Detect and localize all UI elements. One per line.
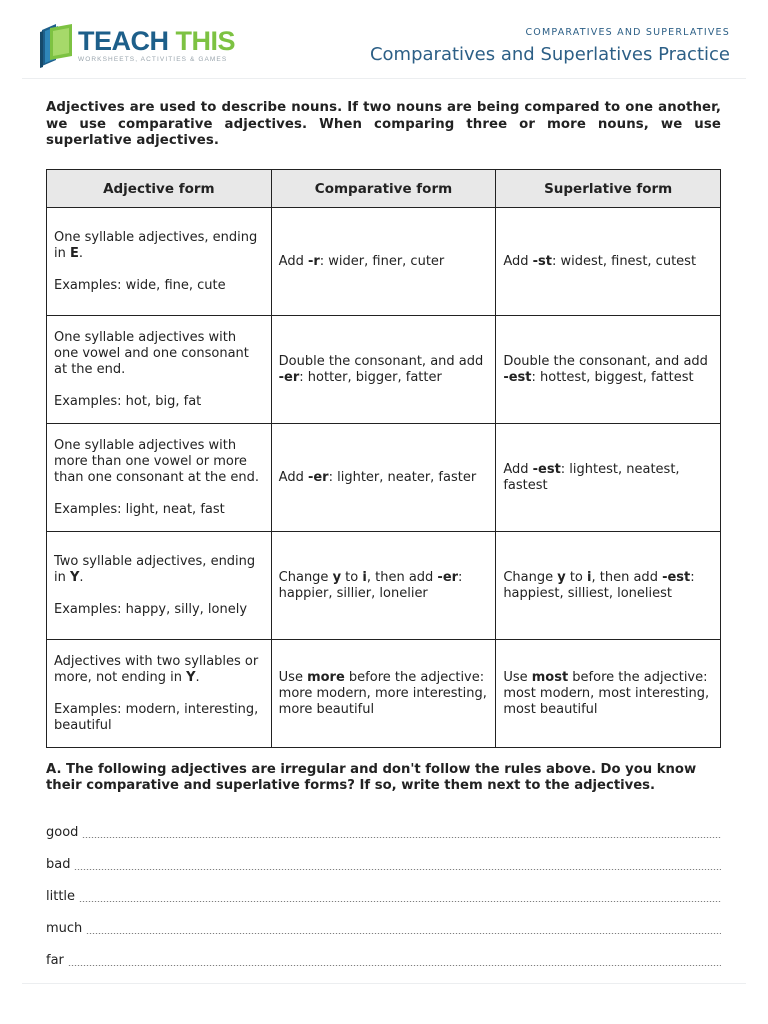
answer-line-far[interactable] — [46, 938, 721, 970]
comparative-cell: Add -r: wider, finer, cuter — [271, 208, 496, 316]
irregular-adjective: much — [46, 921, 83, 936]
teach-this-logo[interactable] — [36, 22, 236, 68]
header-divider — [22, 78, 746, 79]
column-header-comparative: Comparative form — [271, 170, 496, 208]
document-category: COMPARATIVES AND SUPERLATIVES — [525, 27, 730, 38]
rules-table — [46, 169, 721, 748]
dotted-answer-line[interactable] — [74, 869, 721, 870]
adjective-examples: Examples: happy, silly, lonely — [54, 601, 248, 617]
superlative-cell: Use most before the adjective: most modern, most interesting, most beautiful — [496, 640, 721, 748]
superlative-cell: Add -st: widest, finest, cutest — [496, 208, 721, 316]
adjective-cell — [47, 208, 272, 316]
adjective-cell — [47, 316, 272, 424]
table-row — [47, 424, 721, 532]
irregular-adjective: far — [46, 953, 64, 968]
page-header — [0, 0, 768, 78]
dotted-answer-line[interactable] — [82, 837, 721, 838]
adjective-rule: One syllable adjectives, ending in E. — [54, 229, 258, 261]
exercise-instructions: A. The following adjectives are irregular and don't follow the rules above. Do you know their comparative and superlative forms? If so, write them next to the adjectives. — [46, 762, 697, 793]
answer-line-bad[interactable] — [46, 842, 721, 874]
logo-tagline: WORKSHEETS, ACTIVITIES & GAMES — [78, 56, 228, 63]
table-header-row — [47, 170, 721, 208]
book-logo-icon — [36, 22, 78, 68]
irregular-adjective: bad — [46, 857, 71, 872]
adjective-examples: Examples: wide, fine, cute — [54, 277, 226, 293]
irregular-adjective: good — [46, 825, 79, 840]
footer-divider — [22, 983, 746, 984]
answer-line-good[interactable] — [46, 810, 721, 842]
document-title: Comparatives and Superlatives Practice — [369, 44, 730, 65]
superlative-cell: Double the consonant, and add -est: hottest, biggest, fattest — [496, 316, 721, 424]
adjective-rule: One syllable adjectives with one vowel and one consonant at the end. — [54, 329, 249, 377]
comparative-cell: Change y to i, then add -er: happier, sillier, lonelier — [271, 532, 496, 640]
column-header-adjective: Adjective form — [47, 170, 272, 208]
adjective-cell — [47, 532, 272, 640]
adjective-rule: Two syllable adjectives, ending in Y. — [54, 553, 256, 585]
superlative-cell: Change y to i, then add -est: happiest, silliest, loneliest — [496, 532, 721, 640]
table-row — [47, 208, 721, 316]
adjective-examples: Examples: light, neat, fast — [54, 501, 225, 517]
superlative-cell: Add -est: lightest, neatest, fastest — [496, 424, 721, 532]
table-row — [47, 316, 721, 424]
adjective-examples: Examples: modern, interesting, beautiful — [54, 701, 259, 733]
column-header-superlative: Superlative form — [496, 170, 721, 208]
table-row — [47, 532, 721, 640]
adjective-rule: One syllable adjectives with more than one vowel or more than one consonant at the end. — [54, 437, 260, 485]
dotted-answer-line[interactable] — [79, 901, 721, 902]
table-row — [47, 640, 721, 748]
adjective-cell — [47, 640, 272, 748]
comparative-cell: Double the consonant, and add -er: hotter, bigger, fatter — [271, 316, 496, 424]
dotted-answer-line[interactable] — [68, 965, 721, 966]
adjective-rule: Adjectives with two syllables or more, not ending in Y. — [54, 653, 259, 685]
irregular-adjective: little — [46, 889, 76, 904]
answer-line-much[interactable] — [46, 906, 721, 938]
dotted-answer-line[interactable] — [86, 933, 721, 934]
logo-wordmark: TEACH THIS — [78, 26, 236, 56]
answer-lines — [46, 810, 721, 970]
adjective-cell — [47, 424, 272, 532]
comparative-cell: Add -er: lighter, neater, faster — [271, 424, 496, 532]
answer-line-little[interactable] — [46, 874, 721, 906]
comparative-cell: Use more before the adjective: more modern, more interesting, more beautiful — [271, 640, 496, 748]
intro-paragraph: Adjectives are used to describe nouns. If two nouns are being compared to one another, we use comparative adjectives. When comparing three or more nouns, we use superlative adjectives. — [46, 100, 721, 148]
adjective-examples: Examples: hot, big, fat — [54, 393, 202, 409]
